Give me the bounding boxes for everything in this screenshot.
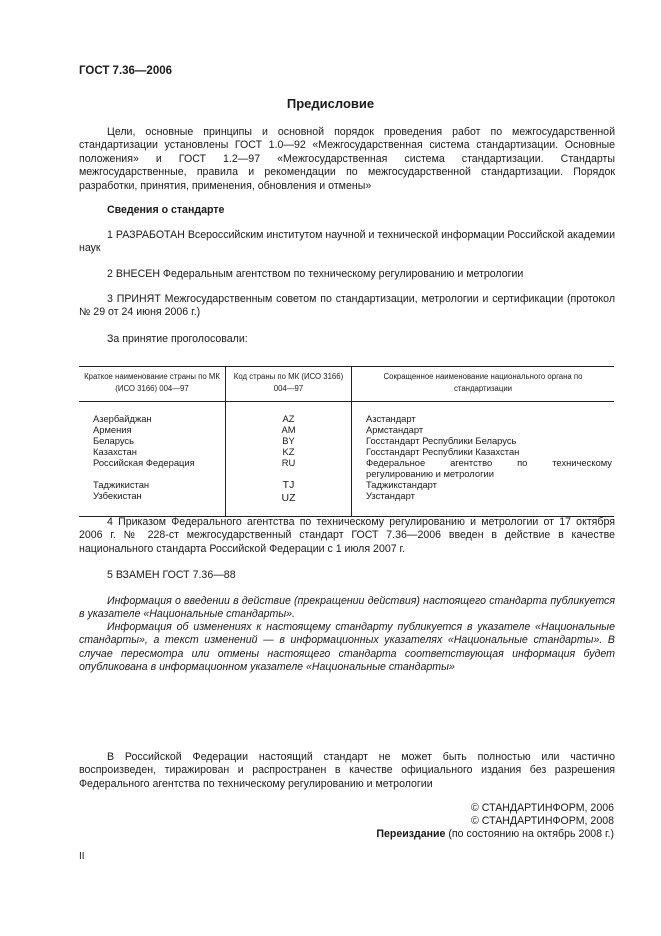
country-cell: Беларусь: [93, 435, 135, 446]
country-cell: Казахстан: [93, 446, 137, 457]
rights-notice: В Российской Федерации настоящий стандарт не может быть полностью или частично воспроизведен, тиражирован и распространен в качестве официального издания без разрешения Федерального агентства по техническому регулированию и метрологии: [79, 751, 615, 790]
table-header-body: Сокращенное наименование национального органа по стандартизации: [352, 367, 615, 402]
country-cell: Азербайджан: [93, 413, 152, 424]
body-cell: Армстандарт: [366, 424, 424, 435]
voted-label: За принятие проголосовали:: [107, 333, 248, 345]
reissue-line: [376, 828, 614, 841]
reissue-note: (по состоянию на октябрь 2008 г.): [445, 828, 614, 840]
item-2: 2 ВНЕСЕН Федеральным агентством по техническому регулированию и метрологии: [107, 268, 524, 280]
note-amendments: Информация об изменениях к настоящему стандарту публикуется в указателе «Национальные стандарты», а текст изменений — в информационных указателях «Национальные стандарты». В случае пересмотра или отмены настоящего стандарта соответствующая информация будет опубликована в информационном указателе «Национальные стандарты»: [79, 621, 615, 674]
intro-paragraph: Цели, основные принципы и основной порядок проведения работ по межгосударственной стандартизации установлены ГОСТ 1.0—92 «Межгосударственная система стандартизации. Основные положения» и ГОСТ 1.2—97 «Межгосударственная система стандартизации. Стандарты межгосударственные, правила и рекомендации по межгосударственной стандартизации. Порядок разработки, принятия, применения, обновления и отмены»: [79, 126, 615, 192]
country-cell: Армения: [93, 424, 132, 435]
item-5: 5 ВЗАМЕН ГОСТ 7.36—88: [107, 569, 236, 581]
body-cell: Госстандарт Республики Беларусь: [366, 435, 517, 446]
item-4: 4 Приказом Федерального агентства по техническому регулированию и метрологии от 17 октября 2006 г. № 228-ст межгосударственный стандарт ГОСТ 7.36—2006 введен в действие в качестве национального стандарта Российской Федерации с 1 июля 2007 г.: [79, 516, 615, 555]
body-cell: Узстандарт: [366, 490, 415, 501]
code-cell: [226, 468, 351, 479]
body-column: [352, 402, 615, 517]
country-cell: Узбекистан: [93, 490, 142, 501]
code-cell: KZ: [282, 446, 295, 457]
country-cell: [93, 468, 225, 479]
table-row: [79, 402, 614, 517]
country-column: [79, 402, 226, 517]
page-title: Предисловие: [286, 96, 375, 111]
note-introduction: Информация о введении в действие (прекращении действия) настоящего стандарта публикуется в указателе «Национальные стандарты».: [79, 595, 615, 621]
code-cell: AM: [281, 424, 296, 435]
body-cell: Таджикстандарт: [366, 479, 437, 490]
body-cell: Госстандарт Республики Казахстан: [366, 446, 520, 457]
code-cell: AZ: [282, 413, 295, 424]
country-cell: Таджикистан: [93, 479, 150, 490]
code-cell: BY: [282, 435, 295, 446]
code-cell: UZ: [281, 492, 296, 504]
copyright-2008: © СТАНДАРТИНФОРМ, 2008: [471, 815, 614, 827]
reissue-label: Переиздание: [376, 828, 446, 840]
table-header-code: Код страны по МК (ИСО 3166) 004—97: [226, 367, 352, 402]
section-heading: Сведения о стандарте: [107, 204, 225, 216]
table-header-country: Краткое наименование страны по МК (ИСО 3166) 004—97: [79, 367, 226, 402]
country-cell: Российская Федерация: [93, 457, 195, 468]
body-cell: Федеральное агентство по техническому регулированию и метрологии: [366, 457, 612, 479]
code-cell: TJ: [282, 479, 295, 491]
item-3: 3 ПРИНЯТ Межгосударственным советом по стандартизации, метрологии и сертификации (протокол № 29 от 24 июня 2006 г.): [79, 293, 615, 319]
body-cell: Азстандарт: [366, 413, 416, 424]
code-cell: RU: [281, 457, 296, 468]
copyright-2006: © СТАНДАРТИНФОРМ, 2006: [471, 802, 614, 814]
document-code: ГОСТ 7.36—2006: [79, 65, 173, 77]
voting-countries-table: [79, 366, 614, 517]
page-number: II: [79, 851, 85, 862]
item-1: 1 РАЗРАБОТАН Всероссийским институтом научной и технической информации Российской академии наук: [79, 229, 615, 255]
code-column: [226, 402, 352, 517]
